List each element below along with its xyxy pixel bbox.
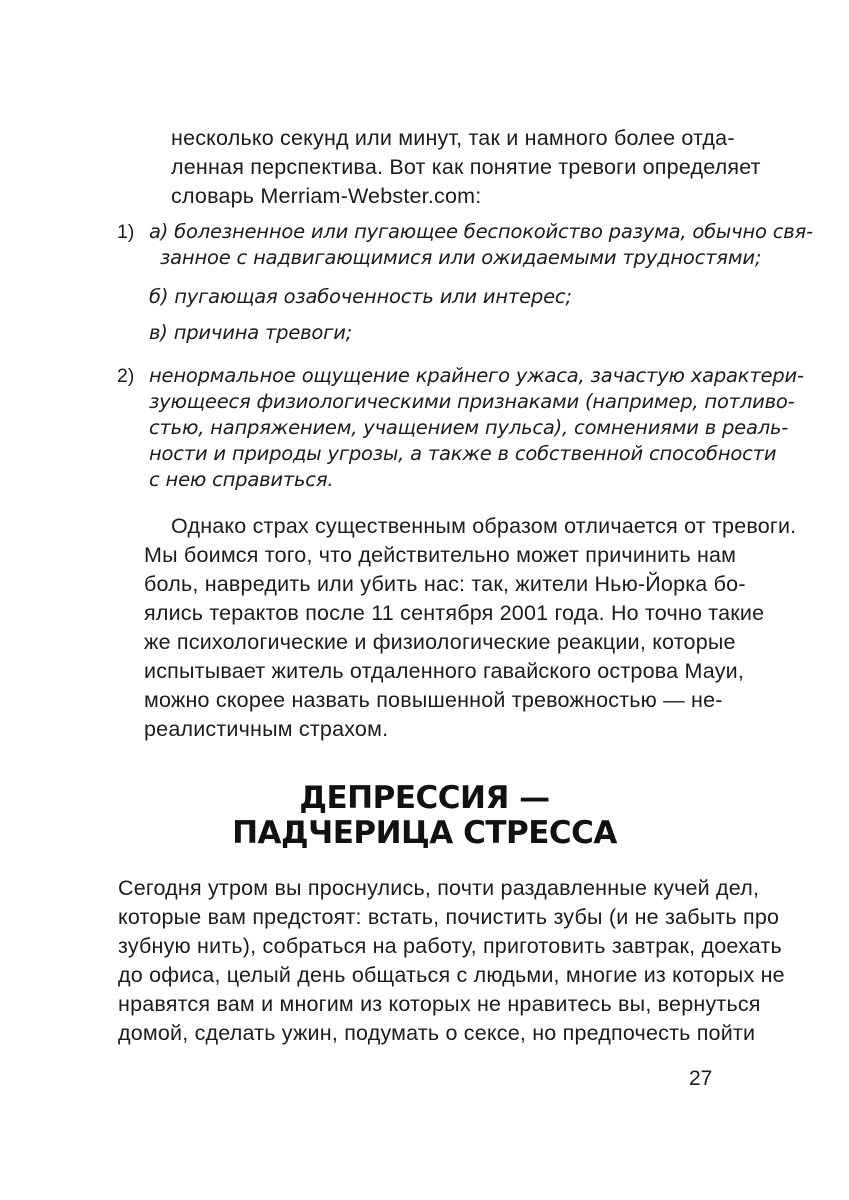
text-line: словарь Merriam-Webster.com: xyxy=(171,184,482,208)
heading-line: ДЕПРЕССИЯ — xyxy=(299,780,550,816)
text-line: несколько секунд или минут, так и намного более отда- xyxy=(171,126,735,150)
page-number: 27 xyxy=(689,1067,713,1090)
text-line: испытывает житель отдаленного гавайского острова Мауи, xyxy=(144,659,745,683)
text-line: ленная перспектива. Вот как понятие тревоги определяет xyxy=(171,155,761,179)
definition-line: а) болезненное или пугающее беспокойство разума, обычно свя- xyxy=(149,220,813,243)
text-line: можно скорее назвать повышенной тревожностью — не- xyxy=(144,688,723,712)
definition-line: зующееся физиологическими признаками (например, потливо- xyxy=(149,390,795,413)
text-line: Однако страх существенным образом отличается от тревоги. xyxy=(171,514,797,538)
text-line: Мы боимся того, что действительно может причинить нам xyxy=(144,543,737,567)
text-line: зубную нить), собраться на работу, приготовить завтрак, доехать xyxy=(118,934,782,958)
text-line: нравятся вам и многим из которых не нравитесь вы, вернуться xyxy=(118,992,761,1016)
text-line: до офиса, целый день общаться с людьми, многие из которых не xyxy=(118,963,785,987)
text-line: боль, навредить или убить нас: так, жители Нью-Йорка бо- xyxy=(144,572,746,596)
definition-line: стью, напряжением, учащением пульса), сомнениями в реаль- xyxy=(149,416,789,439)
text-line: домой, сделать ужин, подумать о сексе, но предпочесть пойти xyxy=(118,1021,756,1045)
definition-line: б) пугающая озабоченность или интерес; xyxy=(149,285,572,308)
text-line: которые вам предстоят: встать, почистить зубы (и не забыть про xyxy=(118,905,780,929)
list-number: 2) xyxy=(117,365,135,387)
text-line: реалистичным страхом. xyxy=(144,717,389,741)
definition-line: в) причина тревоги; xyxy=(149,321,353,344)
text-line: Сегодня утром вы проснулись, почти раздавленные кучей дел, xyxy=(118,876,760,900)
text-line: же психологические и физиологические реакции, которые xyxy=(144,630,736,654)
definition-line: занное с надвигающимися или ожидаемыми трудностями; xyxy=(160,246,762,269)
list-number: 1) xyxy=(117,221,135,243)
definition-line: ности и природы угрозы, а также в собственной способности xyxy=(149,442,777,465)
definition-line: с нею справиться. xyxy=(149,468,334,491)
text-line: ялись терактов после 11 сентября 2001 года. Но точно такие xyxy=(144,601,765,625)
definition-line: ненормальное ощущение крайнего ужаса, зачастую характери- xyxy=(149,364,804,387)
heading-line: ПАДЧЕРИЦА СТРЕССА xyxy=(232,815,617,851)
